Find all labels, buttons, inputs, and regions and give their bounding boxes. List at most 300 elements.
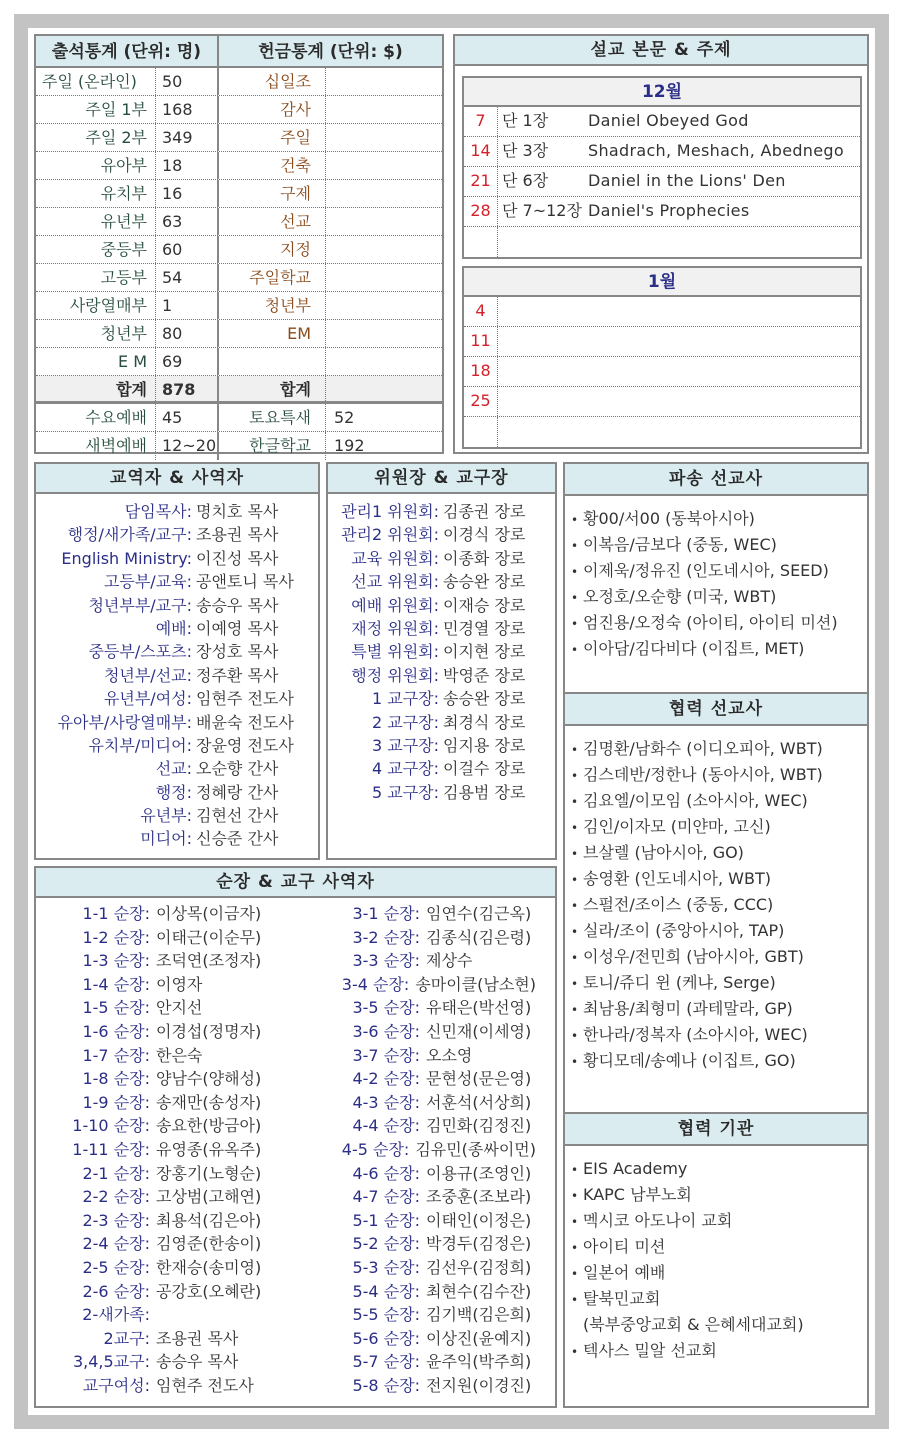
sermon-row: [464, 327, 860, 357]
roster-name: 조중훈(조보라): [426, 1187, 532, 1207]
roster-role: 1-8 순장:: [82, 1069, 150, 1089]
roster-item: [36, 949, 286, 973]
roster-name: 한은숙: [156, 1045, 203, 1065]
offering-label: 건축: [219, 152, 326, 179]
roster-role: 1-1 순장:: [82, 904, 150, 923]
list-item: [571, 788, 867, 814]
roster-item: [36, 594, 318, 617]
roster-name: 송승완 장로: [443, 689, 526, 709]
missions-panel: [563, 462, 869, 1408]
list-item-text: 텍사스 밀알 선교회: [583, 1341, 717, 1360]
list-item-text: 멕시코 아도나이 교회: [583, 1211, 733, 1230]
roster-name: 제상수: [426, 951, 473, 971]
sermon-topic: [588, 297, 860, 326]
partner-organizations-title: 협력 기관: [565, 1114, 867, 1146]
offering-header: 헌금통계 (단위: $): [258, 42, 403, 62]
roster-name: 박경두(김정은): [426, 1234, 532, 1254]
roster-name: 최현수(김수잔): [426, 1281, 532, 1301]
list-item: [571, 584, 867, 610]
offering-label: 감사: [219, 96, 326, 123]
sermon-row: [464, 137, 860, 167]
roster-item: [36, 570, 318, 593]
month-name: 1월: [464, 268, 860, 297]
offering-label: 구제: [219, 180, 326, 207]
list-item-text: 이복음/금보다 (중동, WEC): [583, 535, 777, 554]
offering-amount: [326, 208, 442, 235]
roster-role: 교구여성:: [82, 1375, 150, 1395]
roster-role: 4-6 순장:: [352, 1163, 420, 1183]
sermon-passage: [498, 357, 588, 386]
list-item: [571, 636, 867, 662]
total-label: 합계: [36, 376, 156, 401]
bullet-icon: •: [571, 899, 579, 913]
roster-role: 특별 위원회:: [351, 642, 439, 662]
roster-name: 김용범 장로: [443, 782, 526, 802]
roster-role: 1-9 순장:: [82, 1092, 150, 1112]
offering-amount: [326, 320, 442, 347]
roster-item: [306, 1303, 536, 1327]
roster-item: [36, 781, 318, 804]
bullet-icon: •: [571, 1267, 579, 1281]
stats-table: [34, 34, 444, 454]
roster-role: 5-8 순장:: [352, 1375, 420, 1395]
roster-name: 정주환 목사: [196, 665, 279, 685]
list-item: [571, 996, 867, 1022]
roster-item: [36, 804, 318, 827]
roster-item: [36, 1185, 286, 1209]
roster-name: 이경식 장로: [443, 525, 526, 545]
list-item-text: 아이티 미션: [583, 1237, 666, 1256]
stats-row: [36, 180, 442, 208]
roster-item: [36, 547, 318, 570]
roster-role: 5-2 순장:: [352, 1234, 420, 1254]
roster-role: 선교 위원회:: [351, 572, 439, 592]
bullet-icon: •: [571, 617, 579, 631]
list-item: [571, 970, 867, 996]
staff-panel: [34, 462, 320, 860]
roster-item: [306, 1185, 536, 1209]
bullet-icon: •: [571, 643, 579, 657]
list-item-text: EIS Academy: [583, 1159, 688, 1178]
month-december: [462, 76, 862, 259]
stats-row: [36, 320, 442, 348]
roster-role: 5-5 순장:: [352, 1305, 420, 1325]
roster-role: 3-6 순장:: [352, 1021, 420, 1041]
sermon-topic: [588, 357, 860, 386]
stats-header-row: [36, 36, 442, 68]
roster-name: 장윤영 전도사: [196, 735, 294, 755]
sermon-row: [464, 197, 860, 227]
bullet-icon: •: [571, 847, 579, 861]
stats-row: [36, 348, 442, 376]
sermon-topic: [588, 417, 860, 447]
roster-name: 이태근(이순무): [156, 927, 262, 947]
sermon-passage: [498, 387, 588, 416]
stats-total-row: [36, 376, 442, 404]
offering-amount: [326, 292, 442, 319]
roster-name: 이영자: [156, 974, 203, 994]
roster-item: [36, 523, 318, 546]
roster-item: [306, 1114, 536, 1138]
roster-name: [150, 1303, 156, 1327]
sermon-row: [464, 227, 860, 257]
roster-role: 1-11 순장:: [72, 1139, 150, 1159]
roster-name: 김민화(김정진): [426, 1116, 532, 1136]
list-item: [571, 944, 867, 970]
stats-row: [36, 236, 442, 264]
list-item: [571, 1338, 867, 1364]
bulletin-page: [28, 28, 875, 1415]
list-item-text: 브살렐 (남아시아, GO): [583, 843, 744, 862]
sermon-row: [464, 417, 860, 447]
stats-row: [36, 68, 442, 96]
list-item: [571, 918, 867, 944]
roster-role: 교육 위원회:: [351, 548, 439, 568]
extra-label: 수요예배: [36, 404, 156, 431]
sermon-topic: [588, 387, 860, 416]
roster-name: 최경식 장로: [443, 712, 526, 732]
roster-name: 이걸수 장로: [443, 759, 526, 779]
extra-label-2: 한글학교: [219, 432, 326, 460]
roster-item: [306, 1067, 536, 1091]
list-item: [571, 1286, 867, 1312]
roster-item: [36, 1138, 286, 1162]
attendance-count: 60: [156, 236, 219, 263]
roster-role: 2-1 순장:: [82, 1163, 150, 1183]
attendance-label: 유년부: [36, 208, 156, 235]
roster-name: 장성호 목사: [196, 642, 279, 662]
bullet-icon: •: [571, 925, 579, 939]
sermon-date: 7: [464, 107, 498, 136]
roster-role: 고등부/교육:: [103, 572, 192, 592]
roster-role: 3-5 순장:: [352, 998, 420, 1018]
roster-role: 행정:: [155, 782, 192, 802]
bullet-icon: •: [571, 769, 579, 783]
roster-name: 박영준 장로: [443, 665, 526, 685]
roster-name: 조용권 목사: [196, 525, 279, 545]
list-item-text: (북부중앙교회 & 은혜세대교회): [583, 1315, 804, 1334]
roster-item: [306, 1256, 536, 1280]
sermon-date: 25: [464, 387, 498, 416]
stats-row: [36, 292, 442, 320]
roster-role: 2 교구장:: [371, 712, 439, 732]
stats-extra-row: [36, 432, 442, 460]
roster-item: [328, 757, 555, 780]
roster-item: [36, 640, 318, 663]
month-name: 12월: [464, 78, 860, 107]
stats-row: [36, 124, 442, 152]
roster-item: [328, 547, 555, 570]
total-count: 878: [156, 376, 219, 401]
offering-total-amount: [326, 376, 442, 401]
sent-missionaries-title: 파송 선교사: [565, 464, 867, 496]
roster-item: [36, 734, 318, 757]
bullet-icon: •: [571, 873, 579, 887]
attendance-label: 주일 (온라인): [36, 68, 156, 95]
extra-count-2: 52: [334, 408, 355, 427]
roster-role: 미디어:: [140, 829, 192, 849]
list-item: [571, 866, 867, 892]
roster-role: 2-4 순장:: [82, 1234, 150, 1254]
roster-role: 2-3 순장:: [82, 1210, 150, 1230]
roster-role: 1-10 순장:: [72, 1116, 150, 1136]
list-item-text: 일본어 예배: [583, 1263, 666, 1282]
roster-role: 행정/새가족/교구:: [67, 525, 192, 545]
roster-role: 5-7 순장:: [352, 1352, 420, 1372]
roster-item: [36, 1091, 286, 1115]
roster-name: 송요한(방금아): [156, 1116, 262, 1136]
roster-name: 안지선: [156, 998, 203, 1018]
sermon-row: [464, 387, 860, 417]
roster-role: 1-6 순장:: [82, 1021, 150, 1041]
extra-label: 새벽예배: [36, 432, 156, 460]
roster-item: [36, 1232, 286, 1256]
list-item-text: 탈북민교회: [583, 1289, 661, 1308]
roster-item: [36, 617, 318, 640]
roster-role: 재정 위원회:: [351, 618, 439, 638]
bullet-icon: •: [571, 977, 579, 991]
roster-role: 4-2 순장:: [352, 1069, 420, 1089]
roster-role: 3-1 순장:: [352, 904, 420, 923]
bullet-icon: •: [571, 1345, 579, 1359]
offering-amount: [326, 96, 442, 123]
elders-title: 위원장 & 교구장: [328, 464, 555, 494]
roster-role: 청년부부/교구:: [88, 595, 192, 615]
attendance-label: 유치부: [36, 180, 156, 207]
bullet-icon: •: [571, 1003, 579, 1017]
roster-item: [36, 1350, 286, 1374]
list-item: [571, 762, 867, 788]
sermon-topic: Daniel's Prophecies: [588, 201, 750, 220]
roster-name: 이상진(윤예지): [426, 1328, 532, 1348]
roster-role: 2-5 순장:: [82, 1257, 150, 1277]
roster-role: 1 교구장:: [371, 689, 439, 709]
roster-item: [36, 687, 318, 710]
list-item-text: 엄진용/오정숙 (아이티, 아이티 미션): [583, 613, 838, 632]
roster-role: English Ministry:: [61, 548, 192, 568]
roster-item: [306, 1209, 536, 1233]
roster-item: [306, 1020, 536, 1044]
roster-role: 담임목사:: [124, 502, 192, 521]
sermon-topic: Daniel Obeyed God: [588, 111, 749, 130]
extra-count-2: 192: [334, 436, 365, 455]
staff-title: 교역자 & 사역자: [36, 464, 318, 494]
roster-name: 임현주 전도사: [196, 689, 294, 709]
roster-role: 4-5 순장:: [341, 1139, 410, 1159]
roster-name: 공앤토니 목사: [196, 572, 294, 592]
sermon-row: [464, 107, 860, 137]
roster-name: 장홍기(노형순): [156, 1163, 262, 1183]
roster-role: 유년부:: [140, 806, 192, 826]
sermon-date: 21: [464, 167, 498, 196]
roster-name: 송승우 목사: [156, 1352, 239, 1372]
roster-role: 1-2 순장:: [82, 927, 150, 947]
attendance-label: E M: [36, 348, 156, 375]
roster-name: 신승준 간사: [196, 829, 279, 849]
attendance-label: 주일 1부: [36, 96, 156, 123]
offering-label: 청년부: [219, 292, 326, 319]
roster-item: [36, 1374, 286, 1398]
roster-role: 5-1 순장:: [352, 1210, 420, 1230]
roster-role: 3 교구장:: [371, 735, 439, 755]
roster-role: 3-4 순장:: [341, 974, 410, 994]
roster-name: 유태은(박선영): [426, 998, 532, 1018]
list-item: [571, 840, 867, 866]
roster-name: 오순향 간사: [196, 759, 279, 779]
roster-name: 이예영 목사: [196, 618, 279, 638]
offering-amount: [326, 236, 442, 263]
roster-role: 1-3 순장:: [82, 951, 150, 971]
roster-name: 민경열 장로: [443, 618, 526, 638]
roster-item: [36, 1303, 286, 1327]
month-january: [462, 266, 862, 449]
list-item: [571, 1156, 867, 1182]
list-item: [571, 532, 867, 558]
roster-role: 3,4,5교구:: [72, 1352, 150, 1372]
bullet-icon: •: [571, 821, 579, 835]
roster-item: [306, 949, 536, 973]
attendance-count: 168: [156, 96, 219, 123]
roster-item: [306, 1374, 536, 1398]
roster-role: 3-2 순장:: [352, 927, 420, 947]
offering-label: 주일학교: [219, 264, 326, 291]
roster-name: 오소영: [426, 1045, 473, 1065]
leaders-panel: [34, 866, 557, 1408]
roster-item: [36, 926, 286, 950]
sermon-passage: 단 1장: [502, 111, 549, 130]
roster-name: 김종식(김은령): [426, 927, 532, 947]
attendance-count: 80: [156, 320, 219, 347]
roster-item: [36, 996, 286, 1020]
attendance-label: 청년부: [36, 320, 156, 347]
sermon-row: [464, 357, 860, 387]
bullet-icon: •: [571, 1189, 579, 1203]
list-item-text: 최남용/최형미 (과테말라, GP): [583, 999, 793, 1018]
elders-panel: [326, 462, 557, 860]
partner-missionaries-title: 협력 선교사: [565, 694, 867, 726]
roster-name: 송재만(송성자): [156, 1092, 262, 1112]
roster-role: 5-6 순장:: [352, 1328, 420, 1348]
roster-role: 관리1 위원회:: [341, 502, 439, 521]
roster-name: 김기백(김은희): [426, 1305, 532, 1325]
roster-role: 예배 위원회:: [351, 595, 439, 615]
roster-role: 예배:: [155, 618, 192, 638]
offering-amount: [326, 152, 442, 179]
roster-role: 행정 위원회:: [351, 665, 439, 685]
roster-item: [328, 687, 555, 710]
offering-label: 주일: [219, 124, 326, 151]
roster-name: 이경섭(정명자): [156, 1021, 262, 1041]
bullet-icon: •: [571, 743, 579, 757]
roster-name: 한재승(송미영): [156, 1257, 262, 1277]
roster-name: 양남수(양해성): [156, 1069, 262, 1089]
roster-item: [36, 664, 318, 687]
sermon-date: 18: [464, 357, 498, 386]
stats-row: [36, 208, 442, 236]
list-item: [571, 814, 867, 840]
sermon-date: 14: [464, 137, 498, 166]
sermon-passage: 단 7~12장: [502, 201, 582, 220]
roster-name: 조용권 목사: [156, 1328, 239, 1348]
roster-role: 3-3 순장:: [352, 951, 420, 971]
roster-role: 4 교구장:: [371, 759, 439, 779]
list-item-text: 황디모데/송예나 (이집트, GO): [583, 1051, 796, 1070]
offering-label: 지정: [219, 236, 326, 263]
list-item: [571, 610, 867, 636]
list-item-text: 이아담/김다비다 (이집트, MET): [583, 639, 805, 658]
roster-name: 서훈석(서상희): [426, 1092, 532, 1112]
stats-row: [36, 264, 442, 292]
attendance-count: 50: [156, 68, 219, 95]
roster-item: [36, 1327, 286, 1351]
roster-item: [328, 781, 555, 804]
roster-role: 관리2 위원회:: [341, 525, 439, 545]
roster-item: [36, 1256, 286, 1280]
list-item-text: 토니/쥬디 윈 (케냐, Serge): [583, 973, 776, 992]
sermon-passage: 단 3장: [502, 141, 549, 160]
attendance-count: 349: [156, 124, 219, 151]
roster-item: [328, 594, 555, 617]
roster-item: [306, 1232, 536, 1256]
attendance-label: 중등부: [36, 236, 156, 263]
roster-role: 선교:: [155, 759, 192, 779]
sermon-topic: [588, 227, 860, 257]
roster-name: 이상목(이금자): [156, 904, 262, 923]
stats-row: [36, 152, 442, 180]
roster-item: [36, 757, 318, 780]
roster-role: 유아부/사랑열매부:: [57, 712, 192, 732]
roster-name: 명치호 목사: [196, 502, 279, 521]
list-item-text: 한나라/정복자 (소아시아, WEC): [583, 1025, 808, 1044]
roster-item: [328, 640, 555, 663]
sermon-passage: [498, 417, 588, 447]
roster-item: [36, 1280, 286, 1304]
attendance-count: 69: [156, 348, 219, 375]
sermon-row: [464, 297, 860, 327]
attendance-label: 유아부: [36, 152, 156, 179]
extra-count: 12~20: [156, 432, 219, 460]
extra-label-2: 토요특새: [219, 404, 326, 431]
list-item-text: 실라/조이 (중앙아시아, TAP): [583, 921, 785, 940]
roster-name: 이진성 목사: [196, 548, 279, 568]
sermon-title: 설교 본문 & 주제: [455, 36, 867, 66]
roster-role: 1-4 순장:: [82, 974, 150, 994]
stats-extra-row: [36, 404, 442, 432]
offering-amount: [326, 180, 442, 207]
roster-item: [36, 711, 318, 734]
list-item-text: 스펄전/조이스 (중동, CCC): [583, 895, 774, 914]
roster-item: [306, 1162, 536, 1186]
roster-role: 5-3 순장:: [352, 1257, 420, 1277]
roster-name: 최용석(김은아): [156, 1210, 262, 1230]
roster-role: 4-4 순장:: [352, 1116, 420, 1136]
list-item-text: 황00/서00 (동북아시아): [583, 509, 755, 528]
sermon-passage: [498, 327, 588, 356]
stats-row: [36, 96, 442, 124]
roster-name: 이종화 장로: [443, 548, 526, 568]
roster-item: [36, 1020, 286, 1044]
roster-item: [36, 902, 286, 926]
offering-label: 선교: [219, 208, 326, 235]
list-item: [571, 1208, 867, 1234]
roster-name: 이재승 장로: [443, 595, 526, 615]
list-item: [571, 736, 867, 762]
roster-item: [306, 1350, 536, 1374]
roster-name: 김영준(한송이): [156, 1234, 262, 1254]
roster-item: [36, 1162, 286, 1186]
roster-item: [306, 973, 536, 997]
sermon-date: 4: [464, 297, 498, 326]
